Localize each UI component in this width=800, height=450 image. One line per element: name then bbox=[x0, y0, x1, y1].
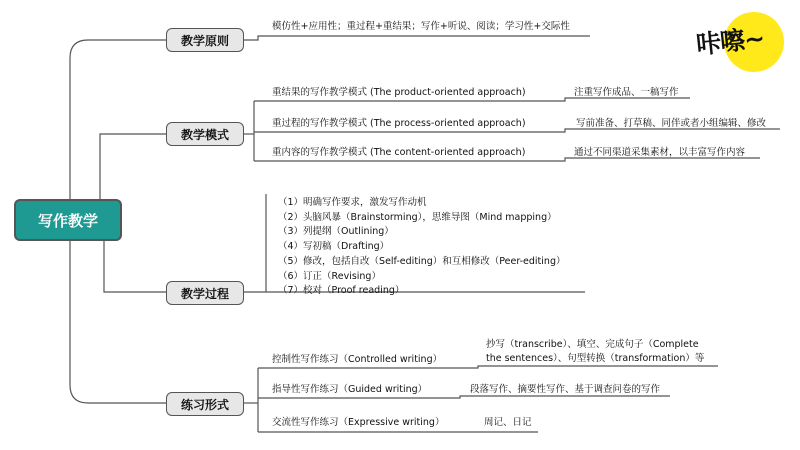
branch-label: 教学模式 bbox=[180, 127, 229, 142]
branch-teaching-principles[interactable] bbox=[166, 28, 244, 52]
mode-name-product: 重结果的写作教学模式 (The product-oriented approach) bbox=[272, 87, 526, 98]
practice-desc-controlled-line2: the sentences）、句型转换（transformation）等 bbox=[486, 353, 705, 364]
practice-desc-guided: 段落写作、摘要性写作、基于调查问卷的写作 bbox=[470, 384, 661, 395]
mode-desc-process: 写前准备、打草稿、同伴或者小组编辑、修改 bbox=[576, 118, 767, 129]
practice-name-guided: 指导性写作练习（Guided writing） bbox=[272, 384, 428, 395]
root-node[interactable] bbox=[14, 199, 122, 241]
branch-label: 教学原则 bbox=[180, 33, 229, 48]
branch-label: 练习形式 bbox=[180, 397, 229, 412]
branch-teaching-modes[interactable] bbox=[166, 122, 244, 146]
branch-label: 教学过程 bbox=[180, 286, 229, 301]
process-step: （3）列提纲（Outlining） bbox=[278, 226, 394, 238]
root-label: 写作教学 bbox=[37, 211, 98, 230]
sticker-text: 咔嚓~ bbox=[694, 23, 766, 60]
principles-text: 模仿性+应用性；重过程+重结果；写作+听说、阅读；学习性+交际性 bbox=[272, 21, 570, 32]
process-step: （7）校对（Proof reading） bbox=[278, 285, 405, 297]
process-step: （2）头脑风暴（Brainstorming），思维导图（Mind mapping） bbox=[278, 211, 557, 223]
process-step: （1）明确写作要求，激发写作动机 bbox=[278, 197, 427, 208]
sticker bbox=[694, 8, 794, 74]
process-step: （5）修改，包括自改（Self-editing）和互相修改（Peer-editing） bbox=[278, 255, 566, 267]
process-step: （4）写初稿（Drafting） bbox=[278, 241, 390, 253]
mode-desc-product: 注重写作成品、一稿写作 bbox=[574, 87, 679, 98]
branch-teaching-process[interactable] bbox=[166, 281, 244, 305]
mode-desc-content: 通过不同渠道采集素材，以丰富写作内容 bbox=[574, 147, 746, 158]
practice-name-expressive: 交流性写作练习（Expressive writing） bbox=[272, 417, 445, 428]
branch-practice-forms[interactable] bbox=[166, 392, 244, 416]
practice-name-controlled: 控制性写作练习（Controlled writing） bbox=[272, 354, 443, 365]
practice-desc-expressive: 周记、日记 bbox=[484, 417, 532, 428]
process-step: （6）订正（Revising） bbox=[278, 270, 381, 282]
process-steps bbox=[278, 196, 565, 299]
mode-name-content: 重内容的写作教学模式 (The content-oriented approach) bbox=[272, 147, 526, 158]
mode-name-process: 重过程的写作教学模式 (The process-oriented approach) bbox=[272, 118, 526, 129]
practice-desc-controlled-line1: 抄写（transcribe）、填空、完成句子（Complete bbox=[486, 339, 699, 350]
